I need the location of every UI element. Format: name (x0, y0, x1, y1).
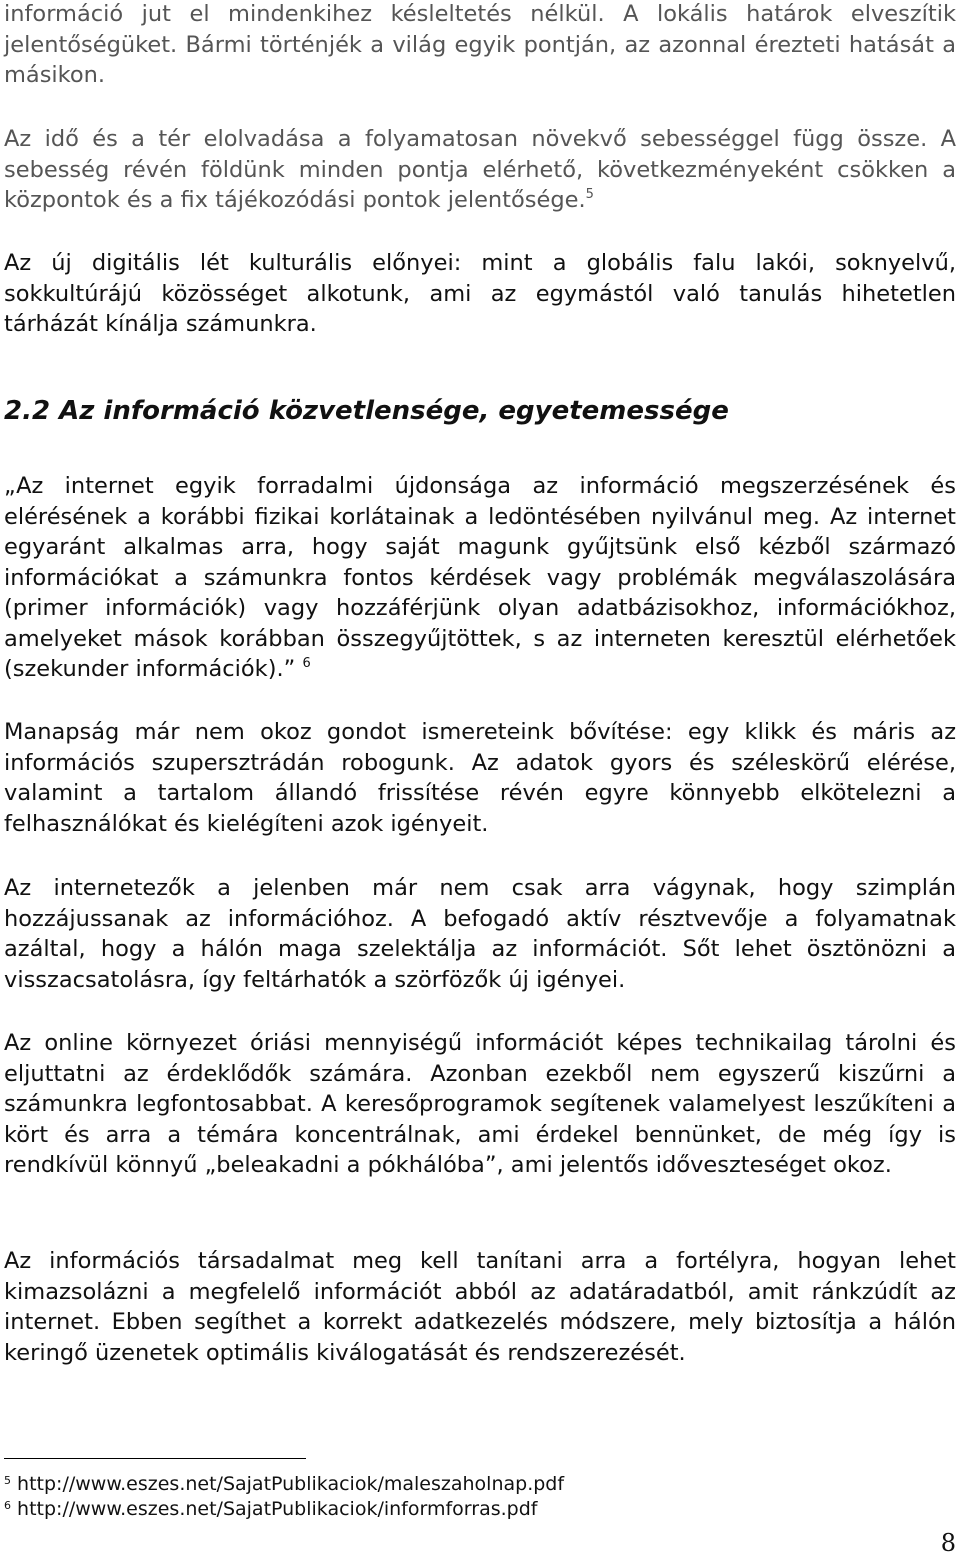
paragraph-1 (4, 0, 956, 91)
paragraph-5-text: Manapság már nem okoz gondot ismereteink bővítése: egy klikk és máris az információs szupersztrádán robogunk. Az adatok gyors és széleskörű elérése, valamint a tartalom állandó frissítése révén egyre könnyebb elkötelezni a felhasználókat és kielégíteni azok igényeit. (4, 719, 956, 837)
footnote-6-link[interactable]: http://www.eszes.net/SajatPublikaciok/informforras.pdf (17, 1498, 538, 1520)
paragraph-5 (4, 717, 956, 839)
section-heading: 2.2 Az információ közvetlensége, egyetemessége (4, 396, 729, 426)
footnote-5-link[interactable]: http://www.eszes.net/SajatPublikaciok/maleszaholnap.pdf (17, 1473, 565, 1495)
paragraph-3 (4, 248, 956, 340)
paragraph-2-text: Az idő és a tér elolvadása a folyamatosan növekvő sebességgel függ össze. A sebesség révén földünk minden pontja elérhető, következményeként csökken a központok és a fix tájékozódási pontok jelentősége. (4, 126, 956, 213)
paragraph-4-text: „Az internet egyik forradalmi újdonsága az információ megszerzésének és elérésének a korábbi fizikai korlátainak a ledöntésében nyilvánul meg. Az internet egyaránt alkalmas arra, hogy saját magunk gyűjtsünk első kézből származó információkat a számunkra fontos kérdések vagy problémák megválaszolására (primer információk) vagy hozzáférjünk olyan adatbázisokhoz, információkhoz, amelyeket mások korábban összegyűjtöttek, s az interneten keresztül elérhetőek (szekunder információk).” (4, 473, 956, 682)
paragraph-7-text: Az online környezet óriási mennyiségű információt képes technikailag tárolni és eljuttatni az érdeklődők számára. Azonban ezekből nem egyszerű kiszűrni a számunkra legfontosabbat. A keresőprogramok segítenek valamelyest leszűkíteni a kört és arra a témára koncentrálnak, ami érdekel bennünket, de még így is rendkívül könnyű „beleakadni a pókhálóba”, ami jelentős időveszteséget okoz. (4, 1030, 956, 1178)
paragraph-8 (4, 1246, 956, 1368)
footnote-ref-6[interactable]: 6 (302, 656, 311, 671)
paragraph-4-quote (4, 471, 956, 685)
footnote-separator (4, 1458, 306, 1459)
page-number: 8 (940, 1529, 956, 1557)
footnote-5-number: 5 (4, 1474, 11, 1487)
paragraph-6-text: Az internetezők a jelenben már nem csak arra vágynak, hogy szimplán hozzájussanak az információhoz. A befogadó aktív résztvevője a folyamatnak azáltal, hogy a hálón maga szelektálja az információt. Sőt lehet ösztönözni a visszacsatolásra, így feltárhatók a szörfözők új igényei. (4, 875, 956, 993)
paragraph-7 (4, 1028, 956, 1181)
footnote-6 (4, 1498, 537, 1520)
paragraph-8-text: Az információs társadalmat meg kell tanítani arra a fortélyra, hogyan lehet kimazsolázni a megfelelő információt abból az adatáradatból, amit ránkzúdít az internet. Ebben segíthet a korrekt adatkezelés módszere, mely biztosítja a hálón keringő üzenetek optimális kiválogatását és rendszerezését. (4, 1248, 956, 1366)
footnote-6-number: 6 (4, 1499, 11, 1512)
footnote-ref-5[interactable]: 5 (585, 187, 594, 202)
paragraph-2 (4, 124, 956, 216)
paragraph-1-text: információ jut el mindenkihez késleltetés nélkül. A lokális határok elveszítik jelentőségüket. Bármi történjék a világ egyik pontján, az azonnal érezteti hatását a másikon. (4, 1, 956, 88)
footnote-5 (4, 1473, 564, 1495)
paragraph-6 (4, 873, 956, 995)
paragraph-3-text: Az új digitális lét kulturális előnyei: mint a globális falu lakói, soknyelvű, sokkultúrájú közösséget alkotunk, ami az egymástól való tanulás hihetetlen tárházát kínálja számunkra. (4, 250, 956, 337)
